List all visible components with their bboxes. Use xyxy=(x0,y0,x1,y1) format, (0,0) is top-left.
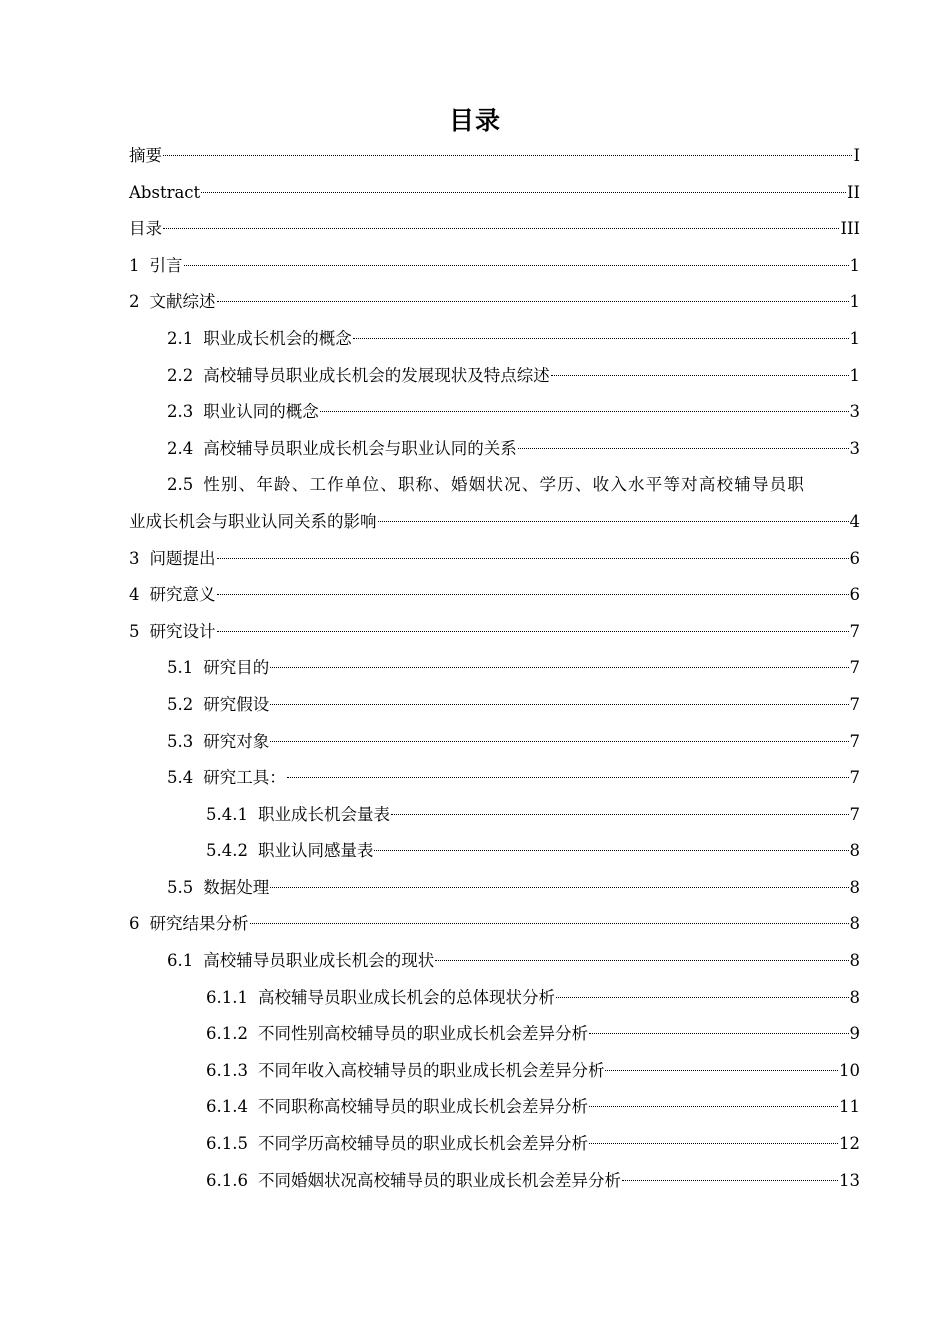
toc-entry-number: 6.1.3 xyxy=(206,1060,248,1080)
toc-page-number: 1 xyxy=(849,255,860,275)
toc-leader-dots xyxy=(217,558,849,559)
toc-entry-text: 不同学历高校辅导员的职业成长机会差异分析 xyxy=(257,1134,588,1154)
toc-entry-5-4-1[interactable] xyxy=(129,797,860,834)
toc-entry-text: 研究意义 xyxy=(149,585,216,605)
toc-entry-6-1-2[interactable] xyxy=(129,1016,860,1053)
toc-entry-1[interactable] xyxy=(129,248,860,285)
toc-page-number: 10 xyxy=(839,1060,860,1080)
toc-entry-text: 不同性别高校辅导员的职业成长机会差异分析 xyxy=(257,1024,588,1044)
toc-entry-number: 5.3 xyxy=(167,731,194,751)
toc-leader-dots xyxy=(270,704,848,705)
toc-entry-number: 2.3 xyxy=(167,402,194,422)
toc-page-number: 7 xyxy=(849,804,860,824)
toc-leader-dots xyxy=(201,192,846,193)
toc-leader-dots xyxy=(217,631,849,632)
toc-entry-4[interactable] xyxy=(129,577,860,614)
toc-entry-5-5[interactable] xyxy=(129,870,860,907)
toc-entry-text: 研究目的 xyxy=(203,658,270,678)
table-of-contents xyxy=(129,138,860,1199)
toc-leader-dots xyxy=(217,301,849,302)
toc-entry-text: 问题提出 xyxy=(149,548,216,568)
toc-leader-dots xyxy=(589,1033,849,1034)
toc-entry-text: 职业认同的概念 xyxy=(203,402,319,422)
toc-page-number: 3 xyxy=(849,438,860,458)
toc-entry-text: 研究工具： xyxy=(203,768,286,788)
toc-entry-number: 6.1.1 xyxy=(206,987,248,1007)
toc-page-number: 7 xyxy=(849,658,860,678)
toc-page-number: 9 xyxy=(849,1024,860,1044)
toc-entry-3[interactable] xyxy=(129,541,860,578)
toc-page-number: 12 xyxy=(839,1134,860,1154)
page-title: 目录 xyxy=(448,106,501,135)
toc-entry-text: 研究结果分析 xyxy=(149,914,249,934)
toc-entry-2-4[interactable] xyxy=(129,431,860,468)
toc-leader-dots xyxy=(589,1143,838,1144)
toc-entry-text: 研究设计 xyxy=(149,621,216,641)
toc-entry-number: 6 xyxy=(129,914,140,934)
toc-page-number: 8 xyxy=(849,951,860,971)
toc-entry-number: 6.1.6 xyxy=(206,1170,248,1190)
toc-entry-text: 高校辅导员职业成长机会与职业认同的关系 xyxy=(203,438,517,458)
toc-entry-2-3[interactable] xyxy=(129,394,860,431)
toc-entry-number: 2 xyxy=(129,292,140,312)
toc-entry-text: 业成长机会与职业认同关系的影响 xyxy=(129,511,377,531)
toc-page-number: 1 xyxy=(849,328,860,348)
toc-page-number: 1 xyxy=(849,292,860,312)
toc-entry-6-1-3[interactable] xyxy=(129,1053,860,1090)
toc-entry-number: 5 xyxy=(129,621,140,641)
toc-entry-5-2[interactable] xyxy=(129,687,860,724)
toc-entry-6-1[interactable] xyxy=(129,943,860,980)
toc-entry-text: 不同年收入高校辅导员的职业成长机会差异分析 xyxy=(257,1060,605,1080)
toc-entry-number: 4 xyxy=(129,585,140,605)
toc-page-number: 1 xyxy=(849,365,860,385)
toc-entry-number: 5.4.2 xyxy=(206,841,248,861)
toc-entry-number: 2.2 xyxy=(167,365,194,385)
toc-entry-2-1[interactable] xyxy=(129,321,860,358)
toc-page-number: 4 xyxy=(849,511,860,531)
toc-page-number: 6 xyxy=(849,548,860,568)
toc-entry-text: 高校辅导员职业成长机会的发展现状及特点综述 xyxy=(203,365,550,385)
toc-leader-dots xyxy=(163,228,839,229)
toc-leader-dots xyxy=(163,155,852,156)
toc-page-number: 7 xyxy=(849,621,860,641)
toc-entry-6-1-4[interactable] xyxy=(129,1089,860,1126)
toc-leader-dots xyxy=(391,814,849,815)
toc-page-number: I xyxy=(853,146,860,165)
toc-entry-2-5-line2[interactable] xyxy=(129,504,860,541)
toc-entry-number: 5.4.1 xyxy=(206,804,248,824)
toc-leader-dots xyxy=(270,667,848,668)
toc-entry-5[interactable] xyxy=(129,614,860,651)
toc-page-number: 7 xyxy=(849,768,860,788)
toc-page-number: 8 xyxy=(849,987,860,1007)
toc-entry-abstract-cn[interactable] xyxy=(129,138,860,175)
toc-leader-dots xyxy=(589,1106,838,1107)
toc-entry-6[interactable] xyxy=(129,906,860,943)
toc-entry-text: 不同婚姻状况高校辅导员的职业成长机会差异分析 xyxy=(257,1170,621,1190)
toc-page-number: 8 xyxy=(849,914,860,934)
toc-leader-dots xyxy=(556,997,849,998)
toc-leader-dots xyxy=(435,960,848,961)
toc-entry-text: 研究对象 xyxy=(203,731,270,751)
toc-page-number: 7 xyxy=(849,731,860,751)
toc-page-number: 3 xyxy=(849,402,860,422)
toc-page-number: 8 xyxy=(849,841,860,861)
toc-leader-dots xyxy=(518,448,849,449)
toc-leader-dots xyxy=(353,338,849,339)
toc-entry-text: 性别、年龄、工作单位、职称、婚姻状况、学历、收入水平等对高校辅导员职 xyxy=(203,475,806,495)
toc-entry-text: 摘要 xyxy=(129,146,162,165)
toc-page-number: 6 xyxy=(849,585,860,605)
toc-entry-5-4[interactable] xyxy=(129,760,860,797)
toc-page-number: 8 xyxy=(849,877,860,897)
toc-leader-dots xyxy=(320,411,849,412)
toc-entry-number: 2.1 xyxy=(167,328,194,348)
toc-entry-text: 引言 xyxy=(149,255,183,275)
toc-entry-5-3[interactable] xyxy=(129,724,860,761)
toc-entry-number: 1 xyxy=(129,255,140,275)
toc-entry-6-1-1[interactable] xyxy=(129,980,860,1017)
toc-leader-dots xyxy=(374,850,848,851)
toc-entry-number: 2.5 xyxy=(167,475,194,495)
toc-leader-dots xyxy=(217,594,849,595)
toc-entry-contents[interactable] xyxy=(129,211,860,248)
toc-leader-dots xyxy=(184,265,849,266)
toc-leader-dots xyxy=(250,923,849,924)
toc-page-number: II xyxy=(846,182,860,202)
toc-page-number: 11 xyxy=(839,1097,860,1117)
toc-leader-dots xyxy=(287,777,849,778)
toc-entry-number: 6.1.2 xyxy=(206,1024,248,1044)
toc-leader-dots xyxy=(551,375,849,376)
toc-page-number: 13 xyxy=(839,1170,860,1190)
toc-leader-dots xyxy=(270,887,848,888)
toc-page-number: III xyxy=(840,219,860,239)
toc-entry-2[interactable] xyxy=(129,284,860,321)
toc-leader-dots xyxy=(605,1070,838,1071)
toc-entry-2-2[interactable] xyxy=(129,358,860,395)
toc-entry-abstract-en[interactable] xyxy=(129,175,860,212)
toc-entry-6-1-6[interactable] xyxy=(129,1163,860,1200)
toc-entry-text: 高校辅导员职业成长机会的现状 xyxy=(203,951,435,971)
toc-entry-text: 文献综述 xyxy=(149,292,216,312)
toc-page-number: 7 xyxy=(849,694,860,714)
toc-entry-text: 高校辅导员职业成长机会的总体现状分析 xyxy=(257,987,555,1007)
toc-entry-number: 5.5 xyxy=(167,877,194,897)
toc-entry-number: 5.2 xyxy=(167,694,194,714)
toc-entry-text: Abstract xyxy=(129,182,201,202)
toc-leader-dots xyxy=(270,741,848,742)
toc-entry-text: 研究假设 xyxy=(203,694,270,714)
toc-entry-number: 3 xyxy=(129,548,140,568)
toc-entry-number: 2.4 xyxy=(167,438,194,458)
toc-entry-5-4-2[interactable] xyxy=(129,833,860,870)
toc-entry-5-1[interactable] xyxy=(129,650,860,687)
toc-entry-text: 职业成长机会的概念 xyxy=(203,328,352,348)
toc-entry-number: 6.1.5 xyxy=(206,1134,248,1154)
toc-entry-text: 不同职称高校辅导员的职业成长机会差异分析 xyxy=(257,1097,588,1117)
toc-entry-text: 职业成长机会量表 xyxy=(257,804,390,824)
toc-entry-6-1-5[interactable] xyxy=(129,1126,860,1163)
toc-entry-text: 数据处理 xyxy=(203,877,270,897)
toc-leader-dots xyxy=(622,1180,838,1181)
toc-entry-number: 5.1 xyxy=(167,658,194,678)
toc-leader-dots xyxy=(378,521,849,522)
toc-entry-text: 目录 xyxy=(129,219,162,239)
toc-entry-number: 6.1.4 xyxy=(206,1097,248,1117)
toc-entry-2-5-line1[interactable] xyxy=(129,467,860,504)
toc-entry-text: 职业认同感量表 xyxy=(257,841,374,861)
toc-entry-number: 5.4 xyxy=(167,768,194,788)
toc-entry-number: 6.1 xyxy=(167,951,194,971)
